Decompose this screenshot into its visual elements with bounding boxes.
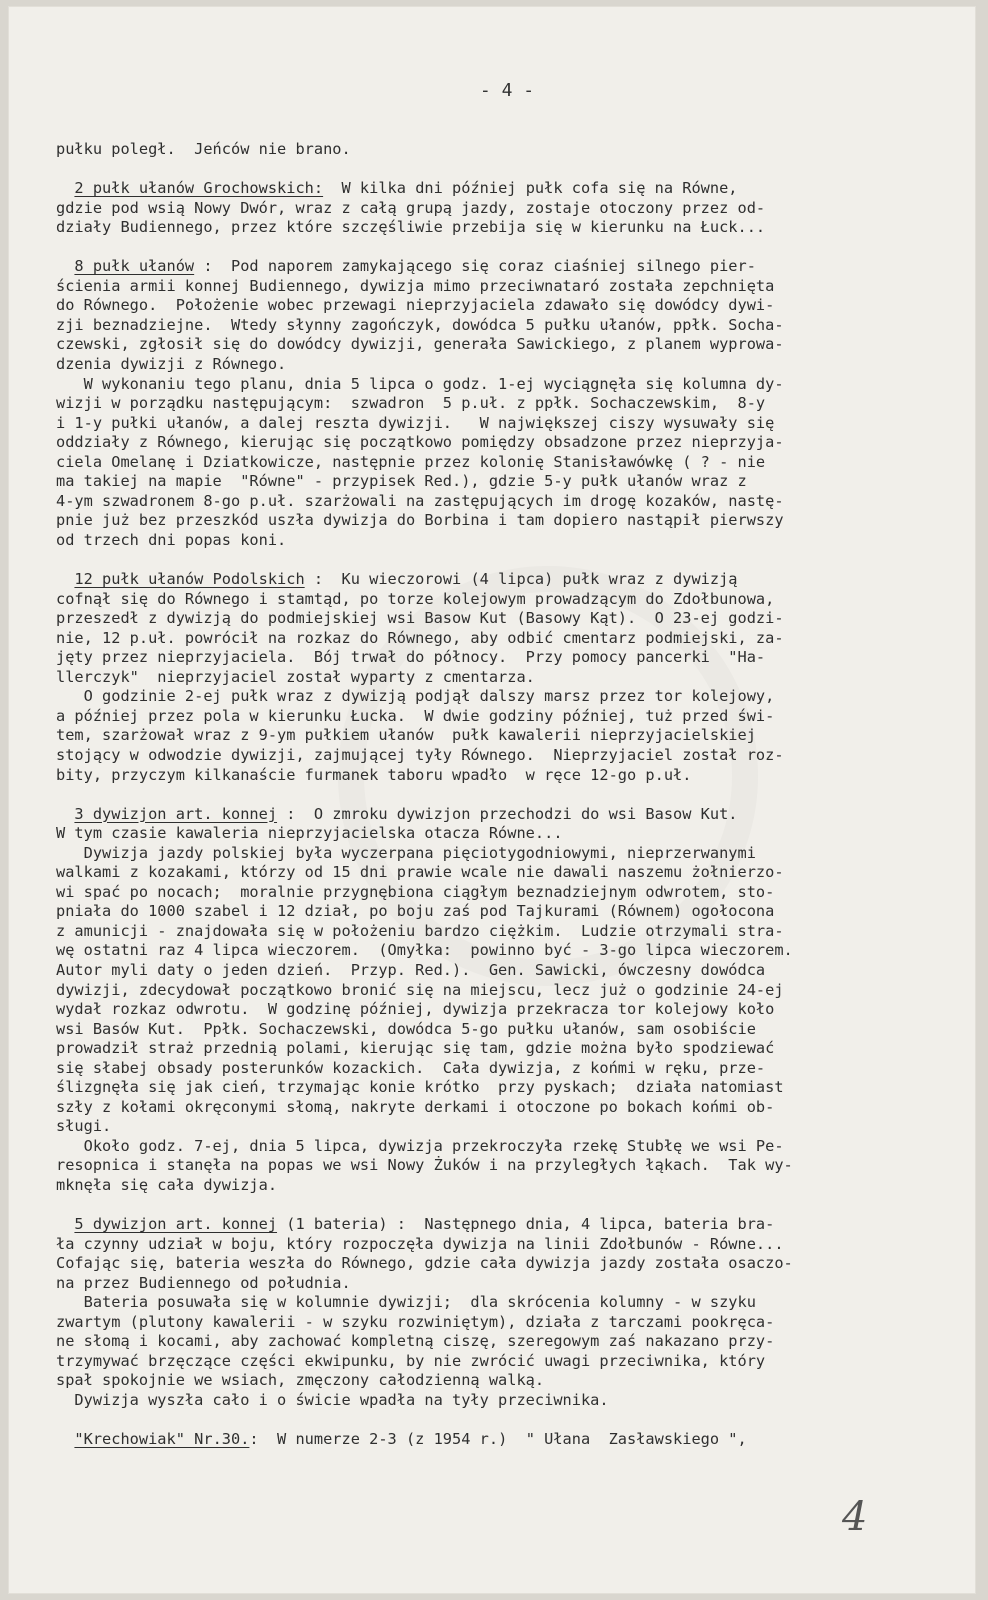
paragraph-gap [56,1196,906,1216]
text-line: pułku poległ. Jeńców nie brano. [56,140,351,158]
text-line: ścienia armii konnej Budiennego, dywizja mimo przeciwnataró została zepchnięta [56,276,775,295]
text-line: Około godz. 7-ej, dnia 5 lipca, dywizja przekroczyła rzekę Stubłę we wsi Pe- [56,1136,784,1155]
section-heading: 3 dywizjon art. konnej [74,804,278,823]
text-line: mknęła się cała dywizja. [56,1175,278,1194]
paragraph-gap [56,238,906,258]
text-line: stojący w odwodzie dywizji, zajmującej tyły Równego. Nieprzyjaciel został roz- [56,745,784,764]
text-line: gdzie pod wsią Nowy Dwór, wraz z całą grupą jazdy, zostaje otoczony przez od- [56,198,766,217]
text-line: "Krechowiak" Nr.30.: W numerze 2-3 (z 1954 r.) " Ułana Zasławskiego ", [74,1430,747,1449]
section-heading: 2 pułk ułanów Grochowskich: [74,179,324,198]
text-line: nie, 12 p.uł. powrócił na rozkaz do Równego, aby odbić cmentarz podmiejski, za- [56,628,784,647]
text-line: resopnica i stanęła na popas we wsi Nowy Żuków i na przyległych łąkach. Tak wy- [56,1156,793,1175]
document-body [56,140,906,1450]
text-line: sługi. [56,1117,112,1136]
text-line: Bateria posuwała się w kolumnie dywizji; dla skrócenia kolumny - w szyku [56,1293,756,1312]
text-line: 5 dywizjon art. konnej (1 bateria) : Następnego dnia, 4 lipca, bateria bra- [74,1215,775,1234]
text-line: Dywizja jazdy polskiej była wyczerpana pięciotygodniowymi, nieprzerwanymi [56,843,756,862]
text-line: wydał rozkaz odwrotu. W godzinę później, dywizja przekracza tor kolejowy koło [56,1000,775,1019]
text-line: dywizji, zdecydował początkowo bronić się na miejscu, lecz już o godzinie 24-ej [56,980,784,999]
text-line: W tym czasie kawaleria nieprzyjacielska otacza Równe... [56,824,563,843]
text-line: oddziały z Równego, kierując się początkowo pomiędzy obsadzone przez nieprzyja- [56,433,784,452]
paragraph-gap [56,1411,906,1431]
text-line: do Równego. Położenie wobec przewagi nieprzyjaciela zdawało się dowódcy dywi- [56,296,775,315]
text-line: ślizgnęła się jak cień, trzymając konie krótko przy pyskach; działa natomiast [56,1078,784,1097]
text-line: trzymywać brzęczące części ekwipunku, by nie zwrócić uwagi przeciwnika, który [56,1351,766,1370]
paragraph-gap [56,550,906,570]
page-number: - 4 - [479,80,535,101]
text-line: ła czynny udział w boju, który rozpoczęła dywizja na linii Zdołbunów - Równe... [56,1234,784,1253]
text-line: 2 pułk ułanów Grochowskich: W kilka dni później pułk cofa się na Równe, [74,179,738,198]
section-heading: 5 dywizjon art. konnej [74,1215,278,1234]
text-line: przeszedł z dywizją do podmiejskiej wsi Basow Kut (Basowy Kąt). O 23-ej godzi- [56,609,784,628]
text-line: llerczyk" nieprzyjaciel został wyparty z cmentarza. [56,667,535,686]
text-line: szły z kołami okręconymi słomą, nakryte derkami i otoczone po bokach końmi ob- [56,1097,775,1116]
text-line: działy Budiennego, przez które szczęśliwie przebija się w kierunku na Łuck... [56,218,766,237]
text-line: ma takiej na mapie "Równe" - przypisek Red.), gdzie 5-y pułk ułanów wraz z [56,472,747,491]
text-line: a później przez pola w kierunku Łucka. W dwie godziny później, tuż przed świ- [56,706,775,725]
paragraph-gap [56,160,906,180]
text-line: i 1-y pułki ułanów, a dalej reszta dywizji. W największej ciszy wysuwały się [56,413,775,432]
text-line: pniała do 1000 szabel i 12 dział, po boju zaś pod Tajkurami (Równem) ogołocona [56,902,775,921]
text-line: bity, przyczym kilkanaście furmanek taboru wpadło w ręce 12-go p.uł. [56,765,692,784]
text-line: jęty przez nieprzyjaciela. Bój trwał do północy. Przy pomocy pancerki "Ha- [56,648,766,667]
text-line: W wykonaniu tego planu, dnia 5 lipca o godz. 1-ej wyciągnęła się kolumna dy- [56,374,784,393]
text-line: 12 pułk ułanów Podolskich : Ku wieczorowi (4 lipca) pułk wraz z dywizją [74,570,738,589]
text-line: ne słomą i kocami, aby zachować kompletną ciszę, szeregowym zaś nakazano przy- [56,1332,775,1351]
text-line: dzenia dywizji z Równego. [56,355,287,374]
document-page [8,6,976,1594]
text-line: Autor myli daty o jeden dzień. Przyp. Red.). Gen. Sawicki, ówczesny dowódca [56,960,766,979]
text-line: z amunicji - znajdowała się w położeniu bardzo ciężkim. Ludzie otrzymali stra- [56,921,784,940]
text-line: wę ostatni raz 4 lipca wieczorem. (Omyłka: powinno być - 3-go lipca wieczorem. [56,941,793,960]
text-line: cofnął się do Równego i stamtąd, po torze kolejowym prowadzącym do Zdołbunowa, [56,589,775,608]
section-heading: 8 pułk ułanów [74,257,195,276]
text-line: od trzech dni popas koni. [56,530,287,549]
text-line: pnie już bez przeszkód uszła dywizja do Borbina i tam dopiero nastąpił pierwszy [56,511,784,530]
text-line: Dywizja wyszła cało i o świcie wpadła na tyły przeciwnika. [56,1391,609,1409]
text-line: wi spać po nocach; moralnie przygnębiona ciągłym beznadziejnym odwrotem, sto- [56,882,775,901]
paragraph-gap [56,785,906,805]
text-line: spał spokojnie we wsiach, zmęczony całodzienną walką. [56,1371,545,1390]
text-line: ciela Omelanę i Dziatkowicze, następnie przez kolonię Stanisławówkę ( ? - nie [56,452,766,471]
text-line: tem, szarżował wraz z 9-ym pułkiem ułanów pułk kawalerii nieprzyjacielskiej [56,726,756,745]
text-line: zwartym (plutony kawalerii - w szyku rozwiniętym), działa z tarczami pookręca- [56,1312,775,1331]
text-line: na przez Budiennego od południa. [56,1273,351,1292]
text-line: 4-ym szwadronem 8-go p.uł. szarżowali na zastępujących im drogę kozaków, nastę- [56,491,784,510]
text-line: czewski, zgłosił się do dowódcy dywizji, generała Sawickiego, z planem wyprowa- [56,335,784,354]
section-heading: "Krechowiak" Nr.30. [74,1430,250,1449]
text-line: wizji w porządku następującym: szwadron 5 p.uł. z ppłk. Sochaczewskim, 8-y [56,394,766,413]
handwritten-page-number: 4 [842,1494,868,1540]
section-heading: 12 pułk ułanów Podolskich [74,570,305,589]
text-line: Cofając się, bateria weszła do Równego, gdzie cała dywizja jazdy została osaczo- [56,1254,793,1273]
text-line: 8 pułk ułanów : Pod naporem zamykającego się coraz ciaśniej silnego pier- [74,257,756,276]
text-line: O godzinie 2-ej pułk wraz z dywizją podjął dalszy marsz przez tor kolejowy, [56,687,775,706]
text-line: się słabej obsady posterunków kozackich. Cała dywizja, z końmi w ręku, prze- [56,1058,766,1077]
text-line: prowadził straż przednią polami, kierując się tam, gdzie można było spodziewać [56,1039,775,1058]
text-line: zji beznadziejne. Wtedy słynny zagończyk, dowódca 5 pułku ułanów, ppłk. Socha- [56,315,784,334]
text-line: wsi Basów Kut. Ppłk. Sochaczewski, dowódca 5-go pułku ułanów, sam osobiście [56,1019,756,1038]
text-line: walkami z kozakami, którzy od 15 dni prawie wcale nie dawali naszemu żołnierzo- [56,863,784,882]
text-line: 3 dywizjon art. konnej : O zmroku dywizjon przechodzi do wsi Basow Kut. [74,804,738,823]
